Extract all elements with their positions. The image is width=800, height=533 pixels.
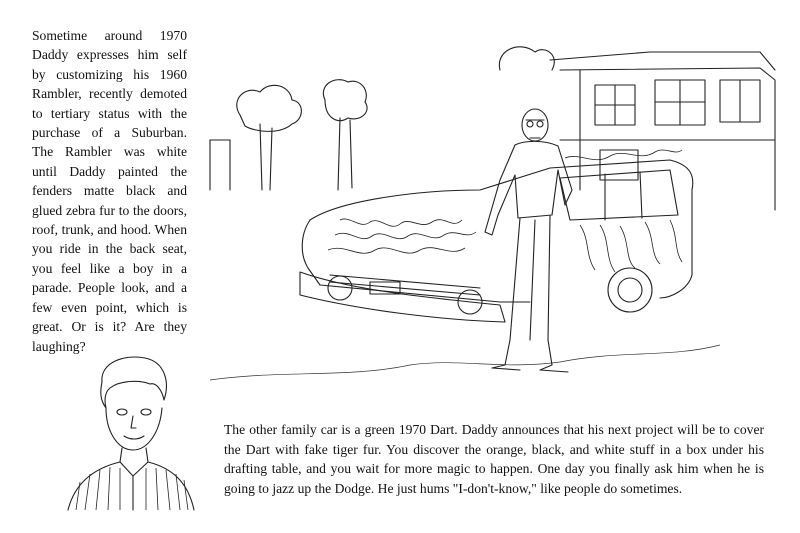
car-scene-illustration — [200, 40, 780, 395]
story-paragraph-left: Sometime around 1970 Daddy expresses him self by customizing his 1960 Rambler, recently demoted to tertiary status with the purchase of a Suburban. The Rambler was white until Daddy painted the fenders matte black and glued zebra fur to the doors, roof, trunk, and hood. When you ride in the back seat, you feel like a boy in a parade. People look, and a few even point, which is great. Or is it? Are they laughing? — [32, 28, 187, 354]
man-figure — [485, 109, 572, 372]
house — [499, 47, 775, 210]
rambler-car — [300, 160, 693, 322]
trees-left — [210, 80, 367, 190]
boy-portrait-illustration — [60, 352, 200, 512]
ground — [210, 345, 720, 380]
story-paragraph-bottom: The other family car is a green 1970 Dart. Daddy announces that his next project will be to cover the Dart with fake tiger fur. You discover the orange, black, and white stuff in a box under his drafting table, and you wait for more magic to happen. One day you finally ask him when he is going to jazz up the Dodge. He just hums "I-don't-know," like people do sometimes. — [224, 422, 764, 496]
